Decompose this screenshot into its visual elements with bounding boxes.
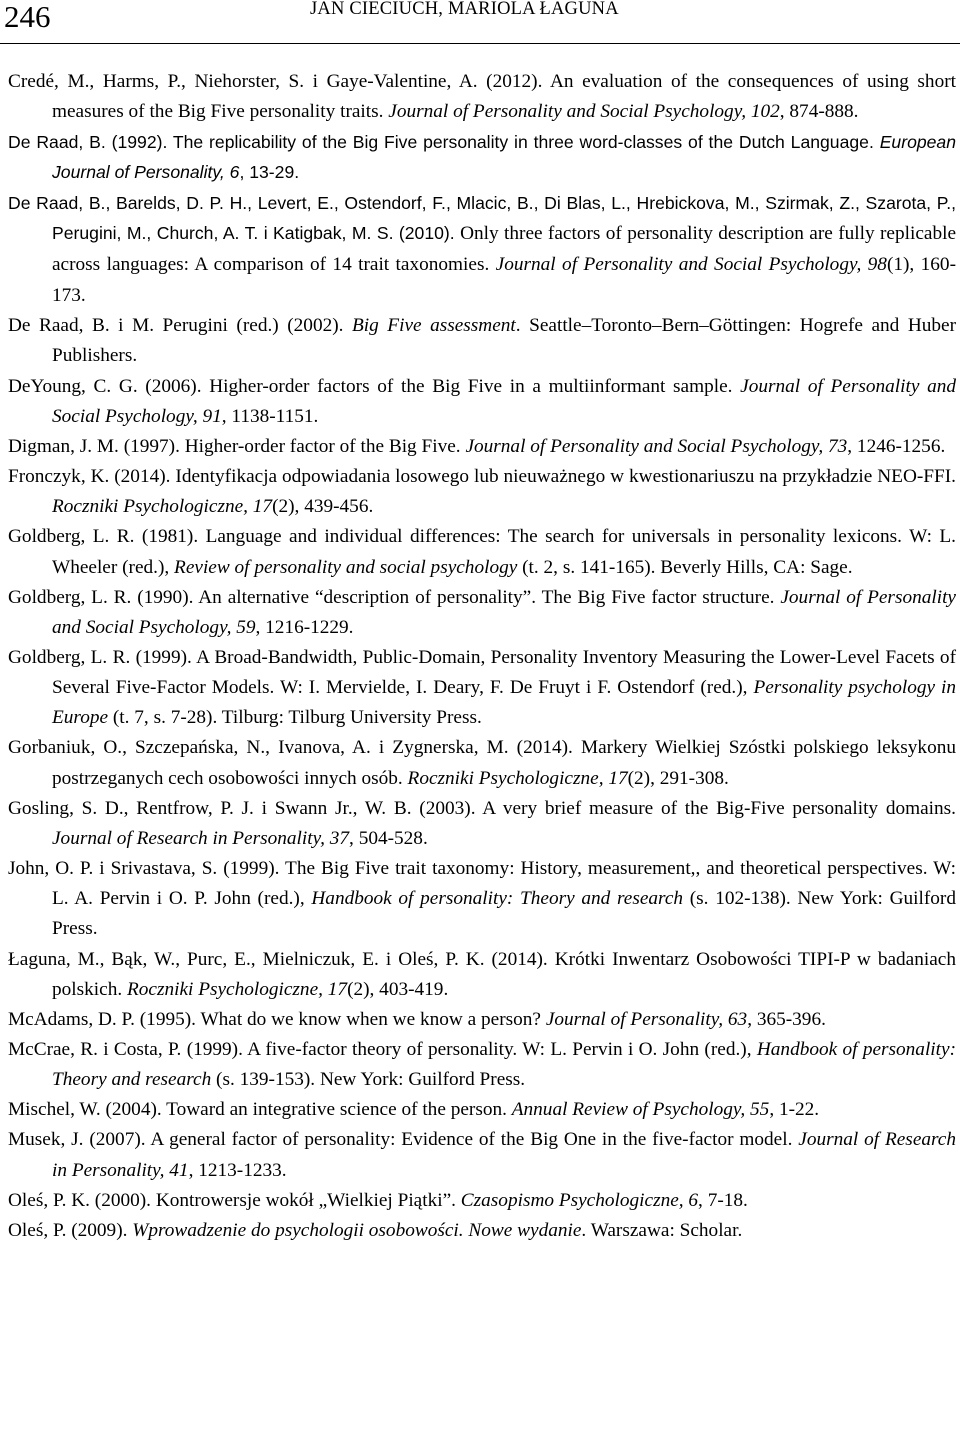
reference-text: , 365-396. bbox=[747, 1008, 826, 1030]
reference-source-title: Journal of Research in Personality, 41 bbox=[52, 1129, 956, 1181]
reference-text: (2), 439-456. bbox=[272, 496, 374, 518]
reference-text: (1), 160-173. bbox=[52, 253, 956, 307]
reference-entry bbox=[8, 1005, 956, 1035]
reference-text: , 7-18. bbox=[698, 1189, 748, 1211]
reference-entry bbox=[8, 67, 956, 127]
reference-text: Goldberg, L. R. (1990). An alternative “description of personality”. The Big Five factor structure. bbox=[8, 586, 781, 608]
reference-text: (t. 2, s. 141-165). Beverly Hills, CA: Sage. bbox=[517, 556, 853, 578]
reference-entry bbox=[8, 1216, 956, 1246]
reference-text: (t. 7, s. 7-28). Tilburg: Tilburg University Press. bbox=[108, 707, 482, 729]
reference-source-title: Handbook of personality: Theory and research bbox=[52, 1039, 956, 1091]
reference-text: , 13-29. bbox=[239, 162, 300, 183]
reference-text: McCrae, R. i Costa, P. (1999). A five-factor theory of personality. W: L. Pervin i O. John (red.), bbox=[8, 1039, 757, 1060]
reference-entry bbox=[8, 372, 956, 432]
reference-text: (s. 102-138). New York: Guilford Press. bbox=[52, 888, 956, 940]
reference-text: McAdams, D. P. (1995). What do we know when we know a person? bbox=[8, 1008, 546, 1030]
reference-source-title: Roczniki Psychologiczne, 17 bbox=[52, 496, 273, 518]
reference-text: . Seattle–Toronto–Bern–Göttingen: Hogrefe and Huber Publishers. bbox=[52, 315, 957, 367]
reference-text: Gosling, S. D., Rentfrow, P. J. i Swann Jr., W. B. (2003). A very brief measure of the Big-Five personality domains. bbox=[8, 797, 956, 819]
reference-text: (2), 403-419. bbox=[347, 978, 449, 1000]
reference-text: Fronczyk, K. (2014). Identyfikacja odpowiadania losowego lub nieuważnego w kwestionariuszu na przykładzie NEO-FFI. bbox=[8, 466, 956, 488]
reference-text: Digman, J. M. (1997). Higher-order factor of the Big Five. bbox=[8, 435, 466, 457]
reference-entry bbox=[8, 733, 956, 793]
reference-source-title: Roczniki Psychologiczne, 17 bbox=[407, 767, 628, 789]
reference-entry bbox=[8, 462, 956, 522]
reference-text: Musek, J. (2007). A general factor of personality: Evidence of the Big One in the five-factor model. bbox=[8, 1129, 799, 1151]
reference-text: Oleś, P. (2009). bbox=[8, 1219, 133, 1241]
page-header bbox=[0, 0, 960, 44]
reference-source-title: Journal of Personality and Social Psychology, 73 bbox=[465, 435, 848, 457]
reference-text: Only three factors of personality description are fully replicable across languages: A comparison of 14 trait taxonomies. bbox=[52, 222, 957, 275]
reference-list bbox=[8, 67, 956, 1246]
reference-source-title: Review of personality and social psychology bbox=[174, 556, 518, 578]
reference-text: , 1216-1229. bbox=[255, 616, 354, 638]
reference-source-title: Journal of Research in Personality, 37 bbox=[52, 827, 350, 849]
reference-entry bbox=[8, 854, 956, 944]
running-title: JAN CIECIUCH, MARIOLA ŁAGUNA bbox=[310, 0, 619, 19]
reference-text: (2), 291-308. bbox=[627, 767, 729, 789]
reference-text: . Warszawa: Scholar. bbox=[581, 1219, 743, 1241]
reference-source-title: Journal of Personality, 63 bbox=[545, 1008, 748, 1030]
reference-source-title: European Journal of Personality, 6 bbox=[52, 132, 956, 183]
reference-source-title: Journal of Personality and Social Psychology, 91 bbox=[52, 375, 956, 427]
reference-text: Credé, M., Harms, P., Niehorster, S. i Gaye-Valentine, A. (2012). An evaluation of the consequences of using short measures of the Big Five personality traits. bbox=[8, 71, 956, 123]
reference-source-title: Wprowadzenie do psychologii osobowości. Nowe wydanie bbox=[132, 1219, 582, 1241]
reference-source-title: Personality psychology in Europe bbox=[52, 677, 956, 729]
reference-text: Goldberg, L. R. (1981). Language and individual differences: The search for universals in personality lexicons. W: L. Wheeler (red.), bbox=[8, 526, 956, 578]
reference-text: , 1138-1151. bbox=[221, 405, 319, 427]
reference-entry bbox=[8, 311, 956, 371]
reference-text: Mischel, W. (2004). Toward an integrative science of the person. bbox=[8, 1099, 512, 1121]
reference-text: De Raad, B. i M. Perugini (red.) (2002). bbox=[8, 315, 352, 337]
page-number: 246 bbox=[4, 0, 51, 34]
reference-source-title: Czasopismo Psychologiczne, 6 bbox=[460, 1189, 699, 1211]
reference-text: , 1246-1256. bbox=[847, 435, 946, 457]
reference-text: Goldberg, L. R. (1999). A Broad-Bandwidth, Public-Domain, Personality Inventory Measuring the Lower-Level Facets of Several Five-Factor Models. W: I. Mervielde, I. Deary, F. De Fruyt i F. Ostendorf (red.), bbox=[8, 646, 956, 699]
reference-entry bbox=[8, 1095, 956, 1125]
reference-text: , 1213-1233. bbox=[188, 1159, 287, 1181]
reference-source-title: Journal of Personality and Social Psychology, 102 bbox=[388, 101, 780, 123]
reference-entry bbox=[8, 794, 956, 854]
reference-text: Oleś, P. K. (2000). Kontrowersje wokół „Wielkiej Piątki”. bbox=[8, 1189, 461, 1211]
reference-entry bbox=[8, 1125, 956, 1185]
reference-text: , 874-888. bbox=[779, 101, 859, 123]
reference-entry bbox=[8, 188, 956, 312]
reference-entry bbox=[8, 432, 956, 462]
reference-text: De Raad, B. (1992). The replicability of the Big Five personality in three word-classes of the Dutch Language. bbox=[8, 132, 880, 153]
reference-entry bbox=[8, 127, 956, 187]
reference-text: Gorbaniuk, O., Szczepańska, N., Ivanova, A. i Zygnerska, M. (2014). Markery Wielkiej Szóstki polskiego leksykonu postrzeganych cech osobowości innych osób. bbox=[8, 737, 956, 789]
reference-text: De Raad, B., Barelds, D. P. H., Levert, E., Ostendorf, F., Mlacic, B., Di Blas, L., Hrebickova, M., Szirmak, Z., Szarota, P., Perugini, M., Church, A. T. i Katigbak, M. S. (2010). bbox=[8, 192, 956, 243]
reference-source-title: Roczniki Psychologiczne, 17 bbox=[126, 978, 348, 1000]
reference-entry bbox=[8, 945, 956, 1005]
reference-entry bbox=[8, 1186, 956, 1216]
reference-entry bbox=[8, 1035, 956, 1095]
reference-text: John, O. P. i Srivastava, S. (1999). The Big Five trait taxonomy: History, measurement,, and theoretical perspectives. W: L. A. Pervin i O. P. John (red.), bbox=[8, 858, 956, 910]
reference-source-title: Journal of Personality and Social Psychology, 59 bbox=[52, 586, 956, 638]
reference-text: , 504-528. bbox=[349, 827, 428, 849]
reference-text: (s. 139-153). New York: Guilford Press. bbox=[211, 1069, 526, 1091]
reference-text: Łaguna, M., Bąk, W., Purc, E., Mielniczuk, E. i Oleś, P. K. (2014). Krótki Inwentarz Osobowości TIPI-P w badaniach polskich. bbox=[8, 948, 956, 1000]
reference-entry bbox=[8, 583, 956, 643]
reference-source-title: Handbook of personality: Theory and research bbox=[311, 888, 684, 910]
reference-source-title: Journal of Personality and Social Psychology, 98 bbox=[495, 253, 887, 275]
reference-entry bbox=[8, 643, 956, 733]
reference-entry bbox=[8, 522, 956, 582]
reference-source-title: Annual Review of Psychology, 55 bbox=[511, 1099, 770, 1121]
reference-text: DeYoung, C. G. (2006). Higher-order factors of the Big Five in a multiinformant sample. bbox=[8, 375, 741, 397]
reference-text: , 1-22. bbox=[769, 1099, 820, 1121]
reference-source-title: Big Five assessment bbox=[352, 315, 516, 337]
